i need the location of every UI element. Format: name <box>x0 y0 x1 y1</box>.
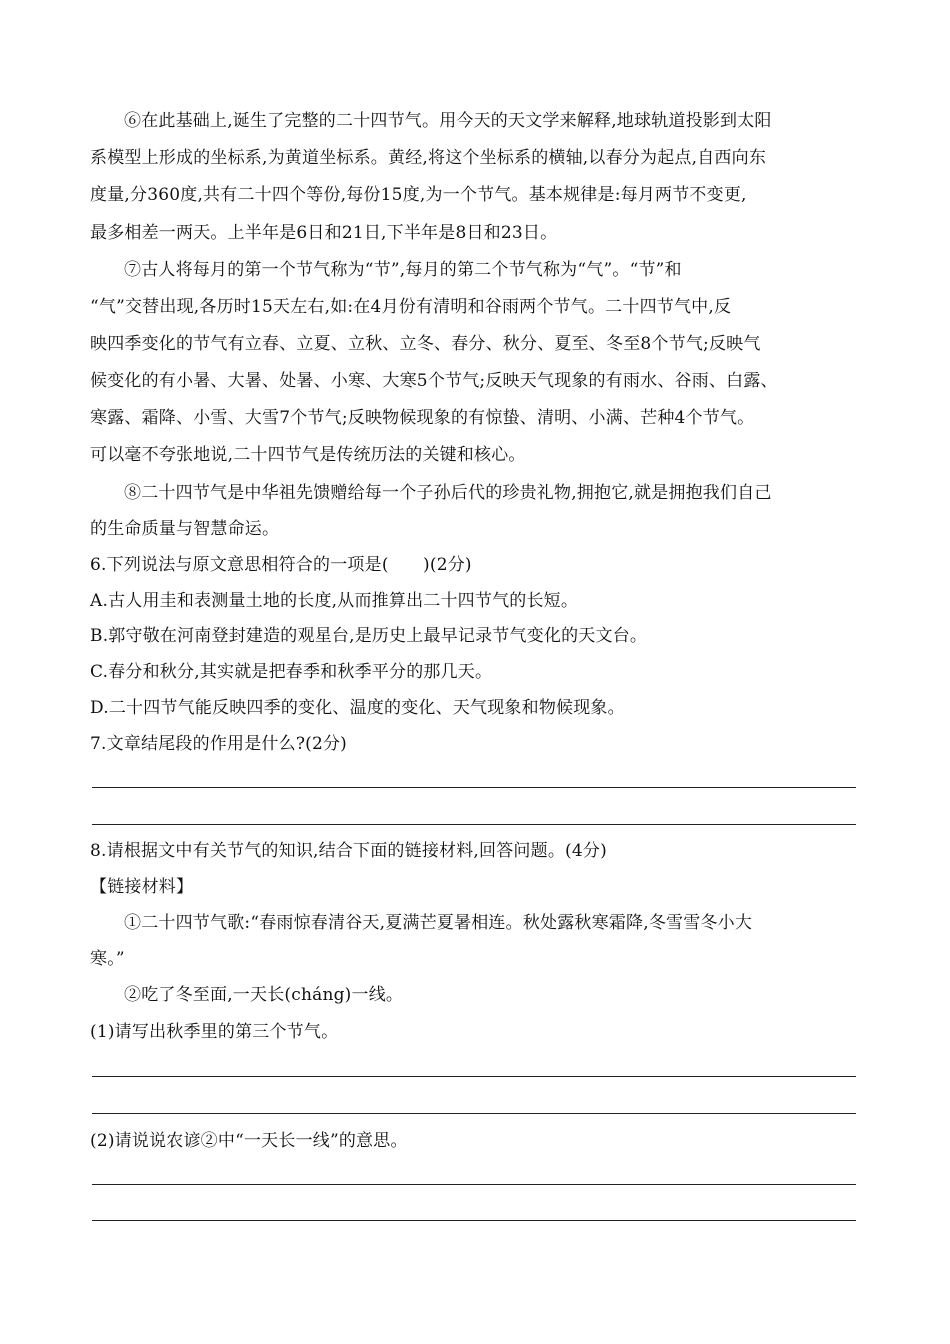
question-8-sub-1-answer-line-1[interactable] <box>92 1076 856 1077</box>
question-7-answer-line-1[interactable] <box>92 787 856 788</box>
question-6-option-a[interactable]: A.古人用圭和表测量土地的长度,从而推算出二十四节气的长短。 <box>90 591 579 611</box>
question-6-option-b[interactable]: B.郭守敬在河南登封建造的观星台,是历史上最早记录节气变化的天文台。 <box>90 626 648 646</box>
linked-material-2: ②吃了冬至面,一天长(cháng)一线。 <box>124 985 404 1005</box>
paragraph-6-line-2: 系模型上形成的坐标系,为黄道坐标系。黄经,将这个坐标系的横轴,以春分为起点,自西向东 <box>90 148 767 168</box>
paragraph-7-line-3: 映四季变化的节气有立春、立夏、立秋、立冬、春分、秋分、夏至、冬至8个节气;反映气 <box>90 334 761 354</box>
paragraph-6-line-3: 度量,分360度,共有二十四个等份,每份15度,为一个节气。基本规律是:每月两节不变更, <box>90 185 747 205</box>
paragraph-7-line-6: 可以毫不夸张地说,二十四节气是传统历法的关键和核心。 <box>90 445 526 465</box>
linked-material-title: 【链接材料】 <box>90 877 194 897</box>
paragraph-7-line-4: 候变化的有小暑、大暑、处暑、小寒、大寒5个节气;反映天气现象的有雨水、谷雨、白露、 <box>90 371 778 391</box>
paragraph-7-line-1: ⑦古人将每月的第一个节气称为“节”,每月的第二个节气称为“气”。“节”和 <box>124 260 682 280</box>
question-8-stem: 8.请根据文中有关节气的知识,结合下面的链接材料,回答问题。(4分) <box>90 841 607 861</box>
question-8-sub-2-answer-line-2[interactable] <box>92 1220 856 1221</box>
paragraph-6-line-1: ⑥在此基础上,诞生了完整的二十四节气。用今天的天文学来解释,地球轨道投影到太阳 <box>124 111 772 131</box>
question-8-sub-2-answer-line-1[interactable] <box>92 1184 856 1185</box>
question-8-sub-1-answer-line-2[interactable] <box>92 1113 856 1114</box>
question-6-option-c[interactable]: C.春分和秋分,其实就是把春季和秋季平分的那几天。 <box>90 662 493 682</box>
paragraph-7-line-5: 寒露、霜降、小雪、大雪7个节气;反映物候现象的有惊蛰、清明、小满、芒种4个节气。 <box>90 408 755 428</box>
paragraph-6-line-4: 最多相差一两天。上半年是6日和21日,下半年是8日和23日。 <box>90 223 558 243</box>
linked-material-1-line-2: 寒。” <box>90 949 125 969</box>
paragraph-8-line-2: 的生命质量与智慧命运。 <box>90 519 280 539</box>
question-6-stem: 6.下列说法与原文意思相符合的一项是( )(2分) <box>90 555 472 575</box>
question-8-sub-2: (2)请说说农谚②中“一天长一线”的意思。 <box>90 1131 408 1151</box>
linked-material-1-line-1: ①二十四节气歌:“春雨惊春清谷天,夏满芒夏暑相连。秋处露秋寒霜降,冬雪雪冬小大 <box>124 913 753 933</box>
question-8-sub-1: (1)请写出秋季里的第三个节气。 <box>90 1022 339 1042</box>
question-7-stem: 7.文章结尾段的作用是什么?(2分) <box>90 734 348 754</box>
question-7-answer-line-2[interactable] <box>92 824 856 825</box>
paragraph-8-line-1: ⑧二十四节气是中华祖先馈赠给每一个子孙后代的珍贵礼物,拥抱它,就是拥抱我们自己 <box>124 483 772 503</box>
paragraph-7-line-2: “气”交替出现,各历时15天左右,如:在4月份有清明和谷雨两个节气。二十四节气中,反 <box>90 297 732 317</box>
question-6-option-d[interactable]: D.二十四节气能反映四季的变化、温度的变化、天气现象和物候现象。 <box>90 698 625 718</box>
